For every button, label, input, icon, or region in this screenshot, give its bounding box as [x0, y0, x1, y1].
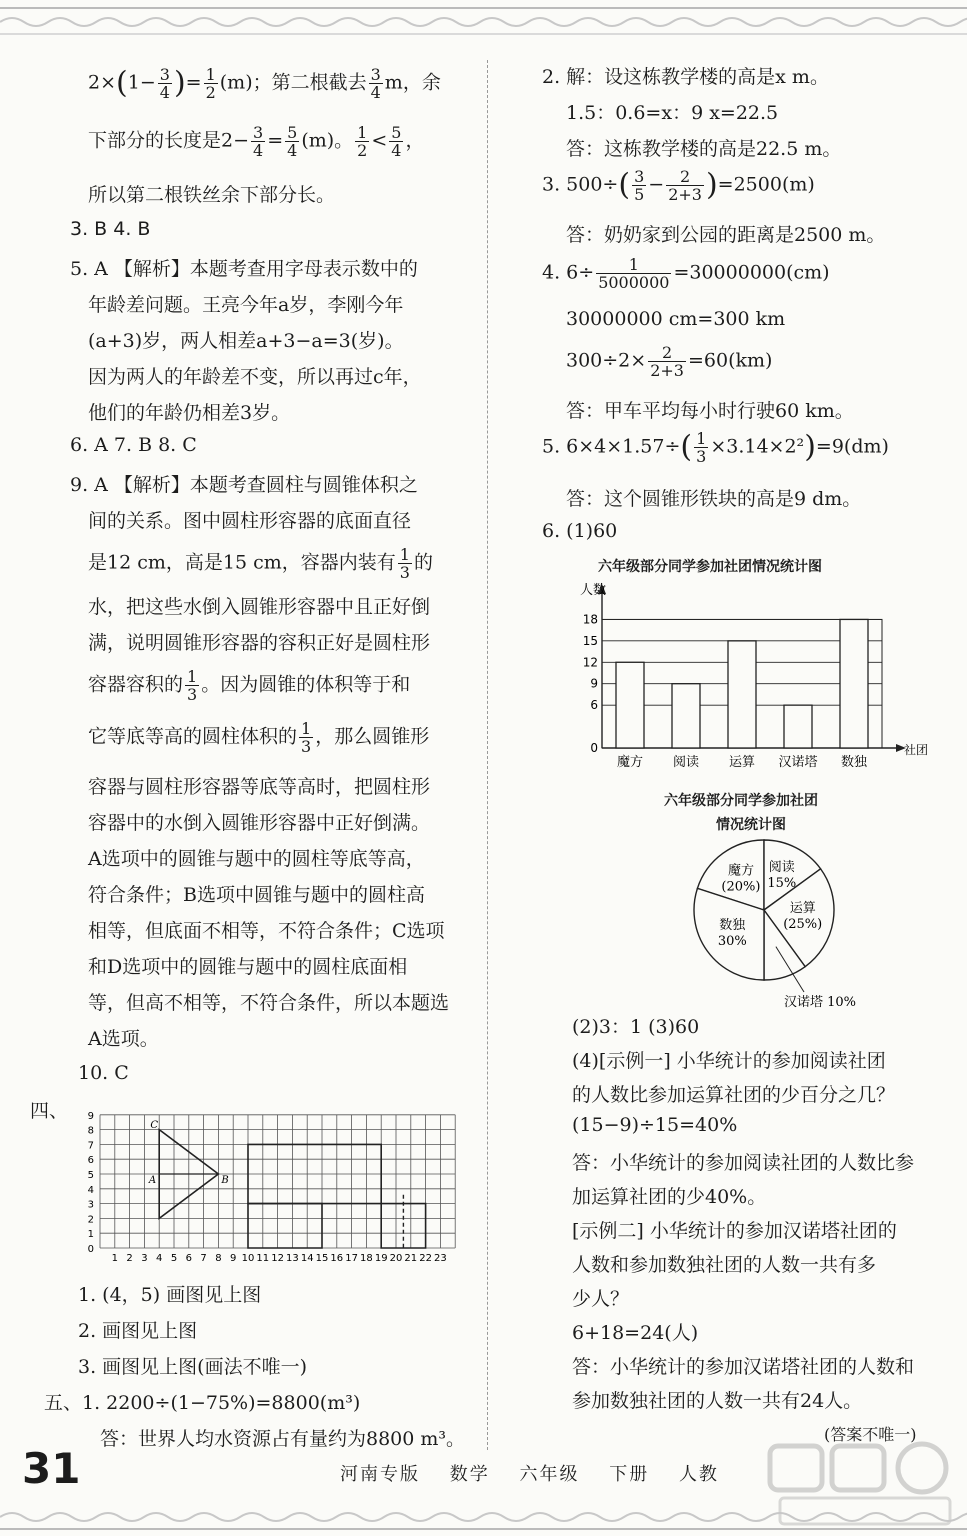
r6-line-8: [示例二] 小华统计的参加汉诺塔社团的: [572, 1220, 897, 1242]
text: =: [267, 129, 284, 152]
grid-x-label: 4: [156, 1253, 163, 1264]
footer-subject: 数学: [449, 1464, 490, 1485]
q10-answer: 10. C: [78, 1062, 129, 1084]
q9-line-14: 等，但高不相等，不符合条件，所以本题选: [88, 992, 450, 1014]
x-tick-label: 阅读: [672, 755, 700, 770]
footer-grade: 六年级: [519, 1464, 580, 1485]
numerator: 3: [159, 65, 170, 84]
denominator: 4: [253, 141, 264, 160]
s4-answer-1: 1. (4，5) 画图见上图: [78, 1284, 262, 1306]
grid-shapes: [148, 1120, 426, 1248]
fraction: [185, 668, 199, 703]
r5-answer: 答：这个圆锥形铁块的高是9 dm。: [566, 488, 862, 510]
slice-label-line: (20%): [721, 879, 761, 895]
fraction: [285, 124, 299, 159]
y-tick-label: 9: [590, 676, 598, 691]
paren: ): [705, 167, 718, 203]
grid-y-label: 0: [87, 1244, 94, 1255]
slice-label-line: 30%: [717, 934, 747, 950]
fraction: [398, 546, 412, 581]
point-b-label: B: [221, 1174, 229, 1186]
bottom-decorative-border: [0, 1505, 967, 1535]
text: 5. 6×4×1.57÷: [542, 435, 681, 458]
text: =60(km): [687, 349, 773, 372]
grid-y-label: 8: [87, 1125, 94, 1137]
text: 是12 cm，高是15 cm，容器内装有: [88, 551, 396, 574]
q9-line-5: 满，说明圆锥形容器的容积正好是圆柱形: [88, 632, 431, 654]
r2-line-3: 答：这栋教学楼的高是22.5 m。: [566, 138, 842, 160]
bar-汉诺塔: [784, 705, 812, 748]
r6-line-1: 6. (1)60: [542, 520, 618, 542]
q2-line-2: [88, 124, 424, 159]
r4-line-2: 30000000 cm=300 km: [566, 308, 786, 330]
page-number: 31: [22, 1444, 81, 1493]
r6-line-7: 加运算社团的少40%。: [572, 1186, 767, 1208]
denominator: 4: [391, 141, 402, 160]
text: 3. 500÷: [542, 173, 619, 196]
grid-x-label: 15: [315, 1253, 329, 1264]
r4-line-3: [566, 344, 772, 379]
fraction: [299, 720, 313, 755]
r6-line-4: 的人数比参加运算社团的少百分之几？: [572, 1084, 896, 1106]
grid-x-label: 7: [200, 1253, 207, 1264]
grid-x-label: 9: [230, 1253, 237, 1264]
text: 。因为圆锥的体积等于和: [201, 673, 411, 696]
denominator: 4: [159, 83, 170, 102]
bar-chart-title: 六年级部分同学参加社团情况统计图: [598, 559, 822, 575]
grid-y-label: 6: [87, 1155, 94, 1167]
text: =30000000(cm): [673, 261, 830, 284]
grid-x-label: 6: [185, 1253, 192, 1264]
slice-label-line: 阅读: [768, 860, 795, 876]
y-axis-label: 人数: [580, 583, 607, 598]
grid-x-label: 1: [111, 1253, 118, 1264]
r6-line-10: 少人？: [572, 1288, 630, 1310]
numerator: 1: [696, 429, 707, 448]
grid-x-label: 19: [374, 1253, 388, 1264]
grid-x-label: 14: [300, 1253, 314, 1264]
numerator: 1: [628, 255, 639, 274]
x-axis-label: 社团: [904, 743, 929, 757]
rectangle-shape-2: [248, 1204, 322, 1248]
bar-魔方: [616, 662, 644, 748]
x-tick-label: 运算: [728, 755, 756, 770]
pie-chart: [680, 836, 880, 1010]
grid-y-label: 9: [87, 1110, 94, 1122]
grid-y-label: 3: [87, 1199, 94, 1211]
q9-line-10: A选项中的圆锥与题中的圆柱等底等高，: [88, 848, 425, 870]
text: 下部分的长度是2−: [88, 129, 250, 152]
grid-x-label: 2: [126, 1253, 133, 1264]
r2-line-2: 1.5：0.6=x：9 x=22.5: [566, 102, 779, 124]
y-tick-label: 18: [582, 612, 598, 627]
footer-info: [340, 1460, 741, 1486]
q5-line-5: 他们的年龄仍相差3岁。: [88, 402, 291, 424]
slice-label-阅读: [767, 859, 796, 891]
denominator: 3: [696, 447, 707, 466]
r3-answer: 答：奶奶家到公园的距离是2500 m。: [566, 224, 886, 246]
point-a-label: A: [148, 1174, 157, 1186]
pie-chart-title-line-2: 情况统计图: [716, 817, 786, 833]
text: =2500(m): [717, 173, 815, 196]
r6-line-14: (答案不唯一): [824, 1425, 917, 1444]
denominator: 3: [301, 737, 312, 756]
paren: (: [618, 167, 631, 203]
paren: (: [680, 429, 693, 465]
q5-line-4: 因为两人的年龄差不变，所以再过c年，: [88, 366, 422, 388]
q3-q4-answers: 3. B 4. B: [70, 218, 151, 240]
r5-line-1: [542, 430, 889, 465]
point-c-label: C: [150, 1120, 158, 1132]
numerator: 1: [357, 123, 368, 142]
fraction: [251, 124, 265, 159]
grid-x-label: 8: [215, 1253, 222, 1264]
y-tick-label: 0: [590, 741, 598, 755]
text: 1−: [127, 71, 156, 94]
grid-x-label: 20: [389, 1253, 403, 1264]
fraction: [666, 168, 704, 203]
bar-数独: [840, 619, 868, 748]
r6-line-11: 6+18=24(人): [572, 1322, 699, 1344]
slice-label-line: 15%: [767, 876, 797, 892]
grid-x-label: 22: [419, 1253, 432, 1264]
slice-label-汉诺塔: 汉诺塔 10%: [784, 995, 857, 1010]
r3-line-1: [542, 168, 815, 203]
numerator: 5: [391, 123, 402, 142]
text: 300÷2×: [566, 349, 647, 372]
denominator: 2+3: [668, 185, 702, 204]
grid-x-label: 21: [404, 1253, 418, 1264]
x-tick-label: 汉诺塔: [778, 755, 818, 770]
text: =: [185, 71, 202, 94]
q5-line-3: (a+3)岁，两人相差a+3−a=3(岁)。: [88, 330, 404, 352]
slice-label-数独: [718, 917, 747, 949]
s4-answer-2: 2. 画图见上图: [78, 1320, 198, 1342]
text: 2×: [88, 71, 117, 94]
text: =9(dm): [815, 435, 889, 458]
fraction: [632, 168, 646, 203]
text: <: [371, 129, 388, 152]
text: 容器容积的: [88, 673, 184, 696]
section-4-label: 四、: [30, 1100, 69, 1122]
s5-answer-1-statement: 答：世界人均水资源占有量约为8800 m³。: [100, 1428, 466, 1450]
r6-line-13: 参加数独社团的人数一共有24人。: [572, 1390, 863, 1412]
grid-x-label: 5: [170, 1253, 178, 1264]
slice-label-line: 数独: [719, 918, 746, 934]
text: (m)；第二根截去: [219, 71, 367, 94]
fraction: [355, 124, 369, 159]
q9-line-13: 和D选项中的圆锥与题中的圆柱底面相: [88, 956, 408, 978]
s4-answer-3: 3. 画图见上图(画法不唯一): [78, 1356, 307, 1378]
denominator: 2: [357, 141, 368, 160]
text: (m)。: [301, 129, 354, 152]
text: 的: [413, 551, 433, 574]
grid-y-label: 2: [87, 1214, 94, 1226]
grid-x-label: 16: [330, 1253, 344, 1264]
r6-line-5: (15−9)÷15=40%: [572, 1114, 738, 1136]
q9-line-2: 间的关系。图中圆柱形容器的底面直径: [88, 510, 412, 532]
denominator: 3: [187, 685, 198, 704]
numerator: 2: [679, 167, 691, 186]
q9-line-1: 9. A 【解析】本题考查圆柱与圆锥体积之: [70, 474, 418, 496]
y-tick-label: 15: [582, 633, 598, 648]
grid-x-label: 17: [345, 1253, 358, 1264]
numerator: 1: [205, 65, 216, 84]
slice-label-line: 运算: [789, 901, 816, 917]
r4-answer: 答：甲车平均每小时行驶60 km。: [566, 400, 854, 422]
fraction: [389, 124, 403, 159]
text: 4. 6÷: [542, 261, 595, 284]
footer-edition: 人教: [678, 1464, 719, 1485]
s5-answer-1: 五、1. 2200÷(1−75%)=8800(m³): [44, 1392, 361, 1414]
denominator: 5: [634, 185, 645, 204]
q9-line-8: 容器与圆柱形容器等底等高时，把圆柱形: [88, 776, 431, 798]
pie-chart-title-line-1: 六年级部分同学参加社团: [664, 793, 818, 809]
fraction: [158, 66, 172, 101]
q9-line-11: 符合条件；B选项中圆锥与题中的圆柱高: [88, 884, 425, 906]
paren: (: [116, 65, 128, 101]
numerator: 2: [661, 343, 673, 362]
numerator: 1: [187, 667, 198, 686]
q5-line-2: 年龄差问题。王亮今年a岁，李刚今年: [88, 294, 404, 316]
bar-chart: [576, 580, 936, 780]
q5-line-1: 5. A 【解析】本题考查用字母表示数中的: [70, 258, 418, 280]
denominator: 2+3: [650, 361, 684, 380]
numerator: 3: [370, 65, 381, 84]
q9-line-4: 水，把这些水倒入圆锥形容器中且正好倒: [88, 596, 431, 618]
grid-y-label: 4: [87, 1184, 94, 1196]
grid-axis-labels: [88, 1111, 447, 1264]
grid-x-label: 23: [434, 1253, 447, 1264]
numerator: 1: [301, 719, 312, 738]
paren: ): [804, 429, 816, 465]
fraction: [596, 256, 671, 291]
x-tick-label: 魔方: [616, 755, 644, 770]
text: m，余: [384, 71, 441, 94]
grid-x-label: 18: [360, 1253, 373, 1264]
denominator: 2: [205, 83, 216, 102]
top-decorative-border: [0, 0, 967, 40]
q9-line-7: [88, 720, 429, 755]
footer-volume: 下册: [609, 1464, 650, 1485]
slice-label-line: (25%): [783, 917, 823, 933]
numerator: 3: [253, 123, 264, 142]
r6-line-12: 答：小华统计的参加汉诺塔社团的人数和: [572, 1356, 915, 1378]
denominator: 4: [287, 141, 298, 160]
grid-y-label: 7: [87, 1140, 94, 1152]
bar-阅读: [672, 684, 700, 748]
footer-region: 河南专版: [340, 1464, 420, 1485]
q9-line-6: [88, 668, 410, 703]
r6-line-9: 人数和参加数独社团的人数一共有多: [572, 1254, 877, 1276]
grid-x-label: 13: [286, 1253, 299, 1264]
denominator: 5000000: [598, 273, 670, 292]
q2-line-3: 所以第二根铁丝余下部分长。: [88, 184, 336, 206]
fraction: [648, 344, 686, 379]
q2-line-1: [88, 66, 441, 101]
r6-line-3: (4)[示例一] 小华统计的参加阅读社团: [572, 1050, 886, 1072]
coordinate-grid-figure: [70, 1096, 470, 1272]
q9-line-12: 相等，但底面不相等，不符合条件；C选项: [88, 920, 445, 942]
bar-运算: [728, 641, 756, 748]
q9-line-15: A选项。: [88, 1028, 159, 1050]
r2-line-1: 2. 解：设这栋教学楼的高是x m。: [542, 66, 829, 88]
grid-y-label: 1: [87, 1229, 94, 1241]
grid-x-label: 10: [241, 1253, 255, 1264]
q6-q8-answers: 6. A 7. B 8. C: [70, 434, 197, 456]
text: ，: [405, 129, 425, 152]
denominator: 3: [399, 563, 410, 582]
q9-line-9: 容器中的水倒入圆锥形容器中正好倒满。: [88, 812, 431, 834]
numerator: 5: [287, 123, 298, 142]
grid-y-label: 5: [87, 1170, 94, 1181]
numerator: 1: [399, 545, 410, 564]
numerator: 3: [634, 167, 645, 186]
y-tick-label: 12: [582, 655, 598, 670]
fraction: [204, 66, 218, 101]
grid-x-label: 11: [256, 1253, 270, 1264]
text: ×3.14×2²: [710, 435, 805, 458]
grid-x-label: 3: [141, 1253, 148, 1264]
column-divider: [487, 60, 488, 1450]
text: −: [648, 173, 665, 196]
fraction: [369, 66, 383, 101]
q9-line-3: [88, 546, 433, 581]
fraction: [694, 430, 708, 465]
paren: ): [173, 65, 186, 101]
grid-x-label: 12: [271, 1253, 284, 1264]
r6-line-2: (2)3：1 (3)60: [572, 1016, 700, 1038]
r4-line-1: [542, 256, 830, 291]
slice-label-line: 魔方: [727, 863, 754, 879]
r6-line-6: 答：小华统计的参加阅读社团的人数比参: [572, 1152, 915, 1174]
x-tick-label: 数独: [840, 755, 868, 770]
y-tick-label: 6: [590, 698, 598, 713]
denominator: 4: [370, 83, 381, 102]
text: ，那么圆锥形: [315, 725, 430, 748]
text: 它等底等高的圆柱体积的: [88, 725, 298, 748]
